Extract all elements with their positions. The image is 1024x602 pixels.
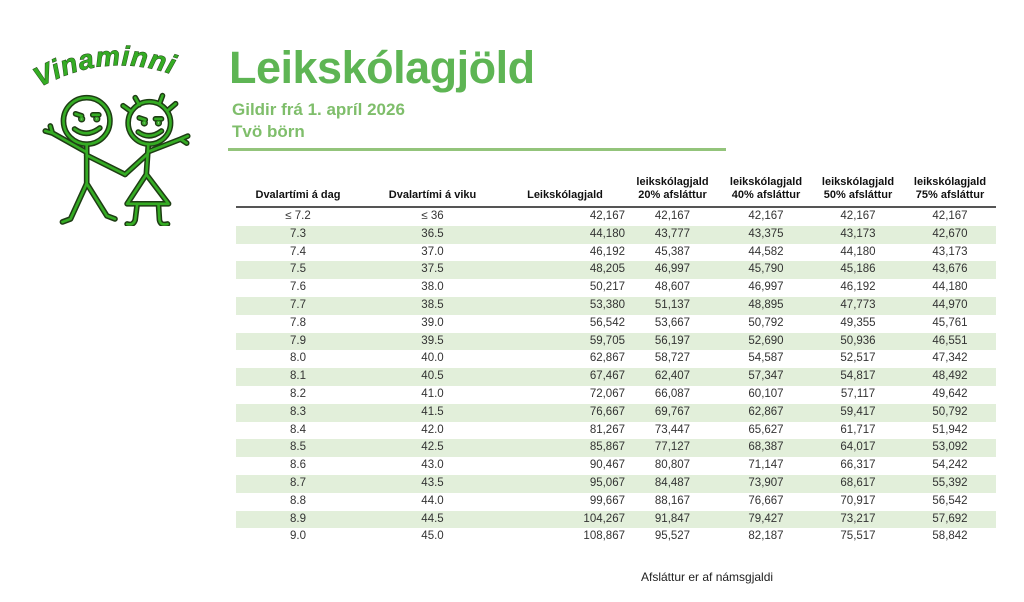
cell: 62,867 [589,352,625,365]
cell: 44,180 [932,281,968,294]
table-row [236,386,996,404]
subtitle-children-count: Tvö börn [232,122,305,141]
cell: 43,676 [932,263,968,276]
cell: 88,167 [654,494,691,507]
fees-table-body [236,207,996,546]
cell: 49,642 [932,387,968,400]
table-row [236,279,996,297]
cell: 76,667 [748,494,784,507]
cell: 95,527 [654,530,691,543]
table-row [236,368,996,386]
fees-table [236,162,996,546]
cell: 45,761 [932,316,968,329]
cell: 48,895 [748,298,784,311]
table-row [236,422,996,440]
cell: 43.5 [421,476,444,489]
cell: 67,467 [589,370,625,383]
fees-table-header [236,162,996,207]
column-header-line: 40% afsláttur [731,189,801,201]
header-row [236,162,996,207]
cell: 7.5 [290,263,306,276]
cell: 81,267 [589,423,625,436]
cell: 66,317 [840,459,876,472]
table-row [236,511,996,529]
cell: 91,847 [654,512,691,525]
cell: 42,167 [654,210,691,222]
cell: 38.0 [421,281,444,294]
logo-figures-outline [45,96,187,225]
cell: 8.4 [290,423,306,436]
cell: 56,542 [589,316,625,329]
cell: 43.0 [421,459,444,472]
cell: 104,267 [583,512,625,525]
cell: 7.7 [290,298,306,311]
cell: 42,167 [748,210,784,222]
page-title: Leikskólagjöld [229,42,535,93]
table-row [236,528,996,546]
cell: 55,392 [932,476,968,489]
cell: 42,167 [589,210,625,222]
cell: 73,447 [654,423,691,436]
cell: 62,407 [654,370,691,383]
cell: 8.6 [290,459,306,472]
cell: 76,667 [589,405,625,418]
table-row [236,261,996,279]
cell: 73,217 [840,512,876,525]
cell: 41.5 [421,405,444,418]
cell: 108,867 [583,530,625,543]
logo-drawing-icon [26,34,206,226]
cell: 45,387 [654,245,691,258]
cell: 39.5 [421,334,444,347]
cell: 53,667 [654,316,691,329]
cell: 58,842 [932,530,968,543]
column-header [812,162,904,207]
subtitle-effective-date: Gildir frá 1. apríl 2026 [232,100,405,119]
cell: 40.5 [421,370,444,383]
table-row [236,493,996,511]
cell: 54,817 [840,370,876,383]
table-row [236,333,996,351]
cell: 79,427 [748,512,784,525]
column-header [720,162,812,207]
cell: 50,217 [589,281,625,294]
cell: 44,970 [932,298,968,311]
column-header-line: Dvalartími á dag [255,189,341,201]
cell: 37.5 [421,263,444,276]
cell: 50,936 [840,334,876,347]
column-header-line: 20% afsláttur [638,189,707,201]
table-row [236,404,996,422]
column-header-line: Leikskólagjald [527,189,603,201]
cell: 51,137 [654,298,691,311]
table-row [236,315,996,333]
cell: 69,767 [654,405,691,418]
cell: 80,807 [654,459,691,472]
cell: 56,197 [654,334,691,347]
cell: 49,355 [840,316,876,329]
cell: 57,692 [932,512,968,525]
cell: 43,173 [932,245,968,258]
cell: 59,705 [589,334,625,347]
cell: 47,773 [840,298,876,311]
cell: 56,542 [932,494,968,507]
cell: 45.0 [421,530,444,543]
logo-wordmark: Vinaminni [28,39,181,93]
cell: 9.0 [290,530,306,543]
column-header-line: leikskólagjald [821,176,895,188]
cell: 58,727 [654,352,691,365]
cell: 8.2 [290,387,306,400]
cell: 39.0 [421,316,444,329]
cell: 7.6 [290,281,306,294]
column-header [505,162,625,207]
cell: 62,867 [748,405,784,418]
cell: 7.4 [290,245,306,258]
cell: 45,790 [748,263,784,276]
column-header [625,162,720,207]
cell: 42.5 [421,441,444,454]
cell: 42,167 [840,210,876,222]
cell: 46,997 [748,281,784,294]
cell: 8.5 [290,441,306,454]
cell: 46,997 [654,263,691,276]
cell: 53,380 [589,298,625,311]
cell: 8.1 [290,370,306,383]
column-header [236,162,360,207]
column-header-line: leikskólagjald [636,176,709,188]
cell: 64,017 [840,441,876,454]
column-header-line: 75% afsláttur [915,189,985,201]
cell: 44,180 [589,227,625,240]
cell: 7.3 [290,227,306,240]
cell: 42.0 [421,423,444,436]
table-row [236,457,996,475]
cell: 48,607 [654,281,691,294]
cell: 7.9 [290,334,306,347]
cell: 43,173 [840,227,876,240]
footnote: Afsláttur er af námsgjaldi [641,570,774,584]
cell: 44.5 [421,512,444,525]
column-header [904,162,996,207]
column-header-line: Dvalartími á viku [388,189,477,201]
cell: 60,107 [748,387,784,400]
cell: 46,192 [589,245,625,258]
cell: 42,167 [932,210,968,222]
cell: 47,342 [932,352,968,365]
table-row [236,475,996,493]
table-row [236,350,996,368]
cell: 68,387 [748,441,784,454]
cell: 99,667 [589,494,625,507]
cell: 50,792 [748,316,784,329]
table-row [236,207,996,226]
cell: 38.5 [421,298,444,311]
cell: 72,067 [589,387,625,400]
column-header [360,162,505,207]
cell: 40.0 [421,352,444,365]
cell: 7.8 [290,316,306,329]
cell: 45,186 [840,263,876,276]
cell: 51,942 [932,423,968,436]
cell: 57,347 [748,370,784,383]
cell: 71,147 [748,459,784,472]
cell: 46,551 [932,334,968,347]
cell: 46,192 [840,281,876,294]
cell: 53,092 [932,441,968,454]
cell: 85,867 [589,441,625,454]
cell: 36.5 [421,227,444,240]
cell: 59,417 [840,405,876,418]
cell: 95,067 [589,476,625,489]
cell: 54,242 [932,459,968,472]
cell: 70,917 [840,494,876,507]
cell: 68,617 [840,476,876,489]
cell: 37.0 [421,245,444,258]
cell: 66,087 [654,387,691,400]
cell: 57,117 [840,387,876,400]
cell: 8.7 [290,476,306,489]
divider-line [228,148,726,151]
table-row [236,297,996,315]
cell: 41.0 [421,387,444,400]
cell: 8.3 [290,405,306,418]
cell: 82,187 [748,530,784,543]
cell: 90,467 [589,459,625,472]
cell: 52,690 [748,334,784,347]
cell: 75,517 [840,530,876,543]
cell: 42,670 [932,227,968,240]
cell: 48,205 [589,263,625,276]
cell: ≤ 36 [421,210,444,222]
table-row [236,244,996,262]
cell: 50,792 [932,405,968,418]
table-row [236,439,996,457]
cell: 8.9 [290,512,306,525]
column-header-line: leikskólagjald [729,176,803,188]
cell: 44,582 [748,245,784,258]
cell: 84,487 [654,476,691,489]
column-header-line: leikskólagjald [913,176,987,188]
cell: 44,180 [840,245,876,258]
cell: ≤ 7.2 [285,210,311,222]
cell: 44.0 [421,494,444,507]
cell: 73,907 [748,476,784,489]
cell: 43,375 [748,227,784,240]
column-header-line: 50% afsláttur [823,189,893,201]
cell: 65,627 [748,423,784,436]
cell: 54,587 [748,352,784,365]
cell: 61,717 [840,423,876,436]
cell: 8.8 [290,494,306,507]
table-row [236,226,996,244]
cell: 8.0 [290,352,306,365]
cell: 52,517 [840,352,876,365]
cell: 77,127 [654,441,691,454]
cell: 48,492 [932,370,968,383]
brand-logo [26,34,206,226]
cell: 43,777 [654,227,691,240]
